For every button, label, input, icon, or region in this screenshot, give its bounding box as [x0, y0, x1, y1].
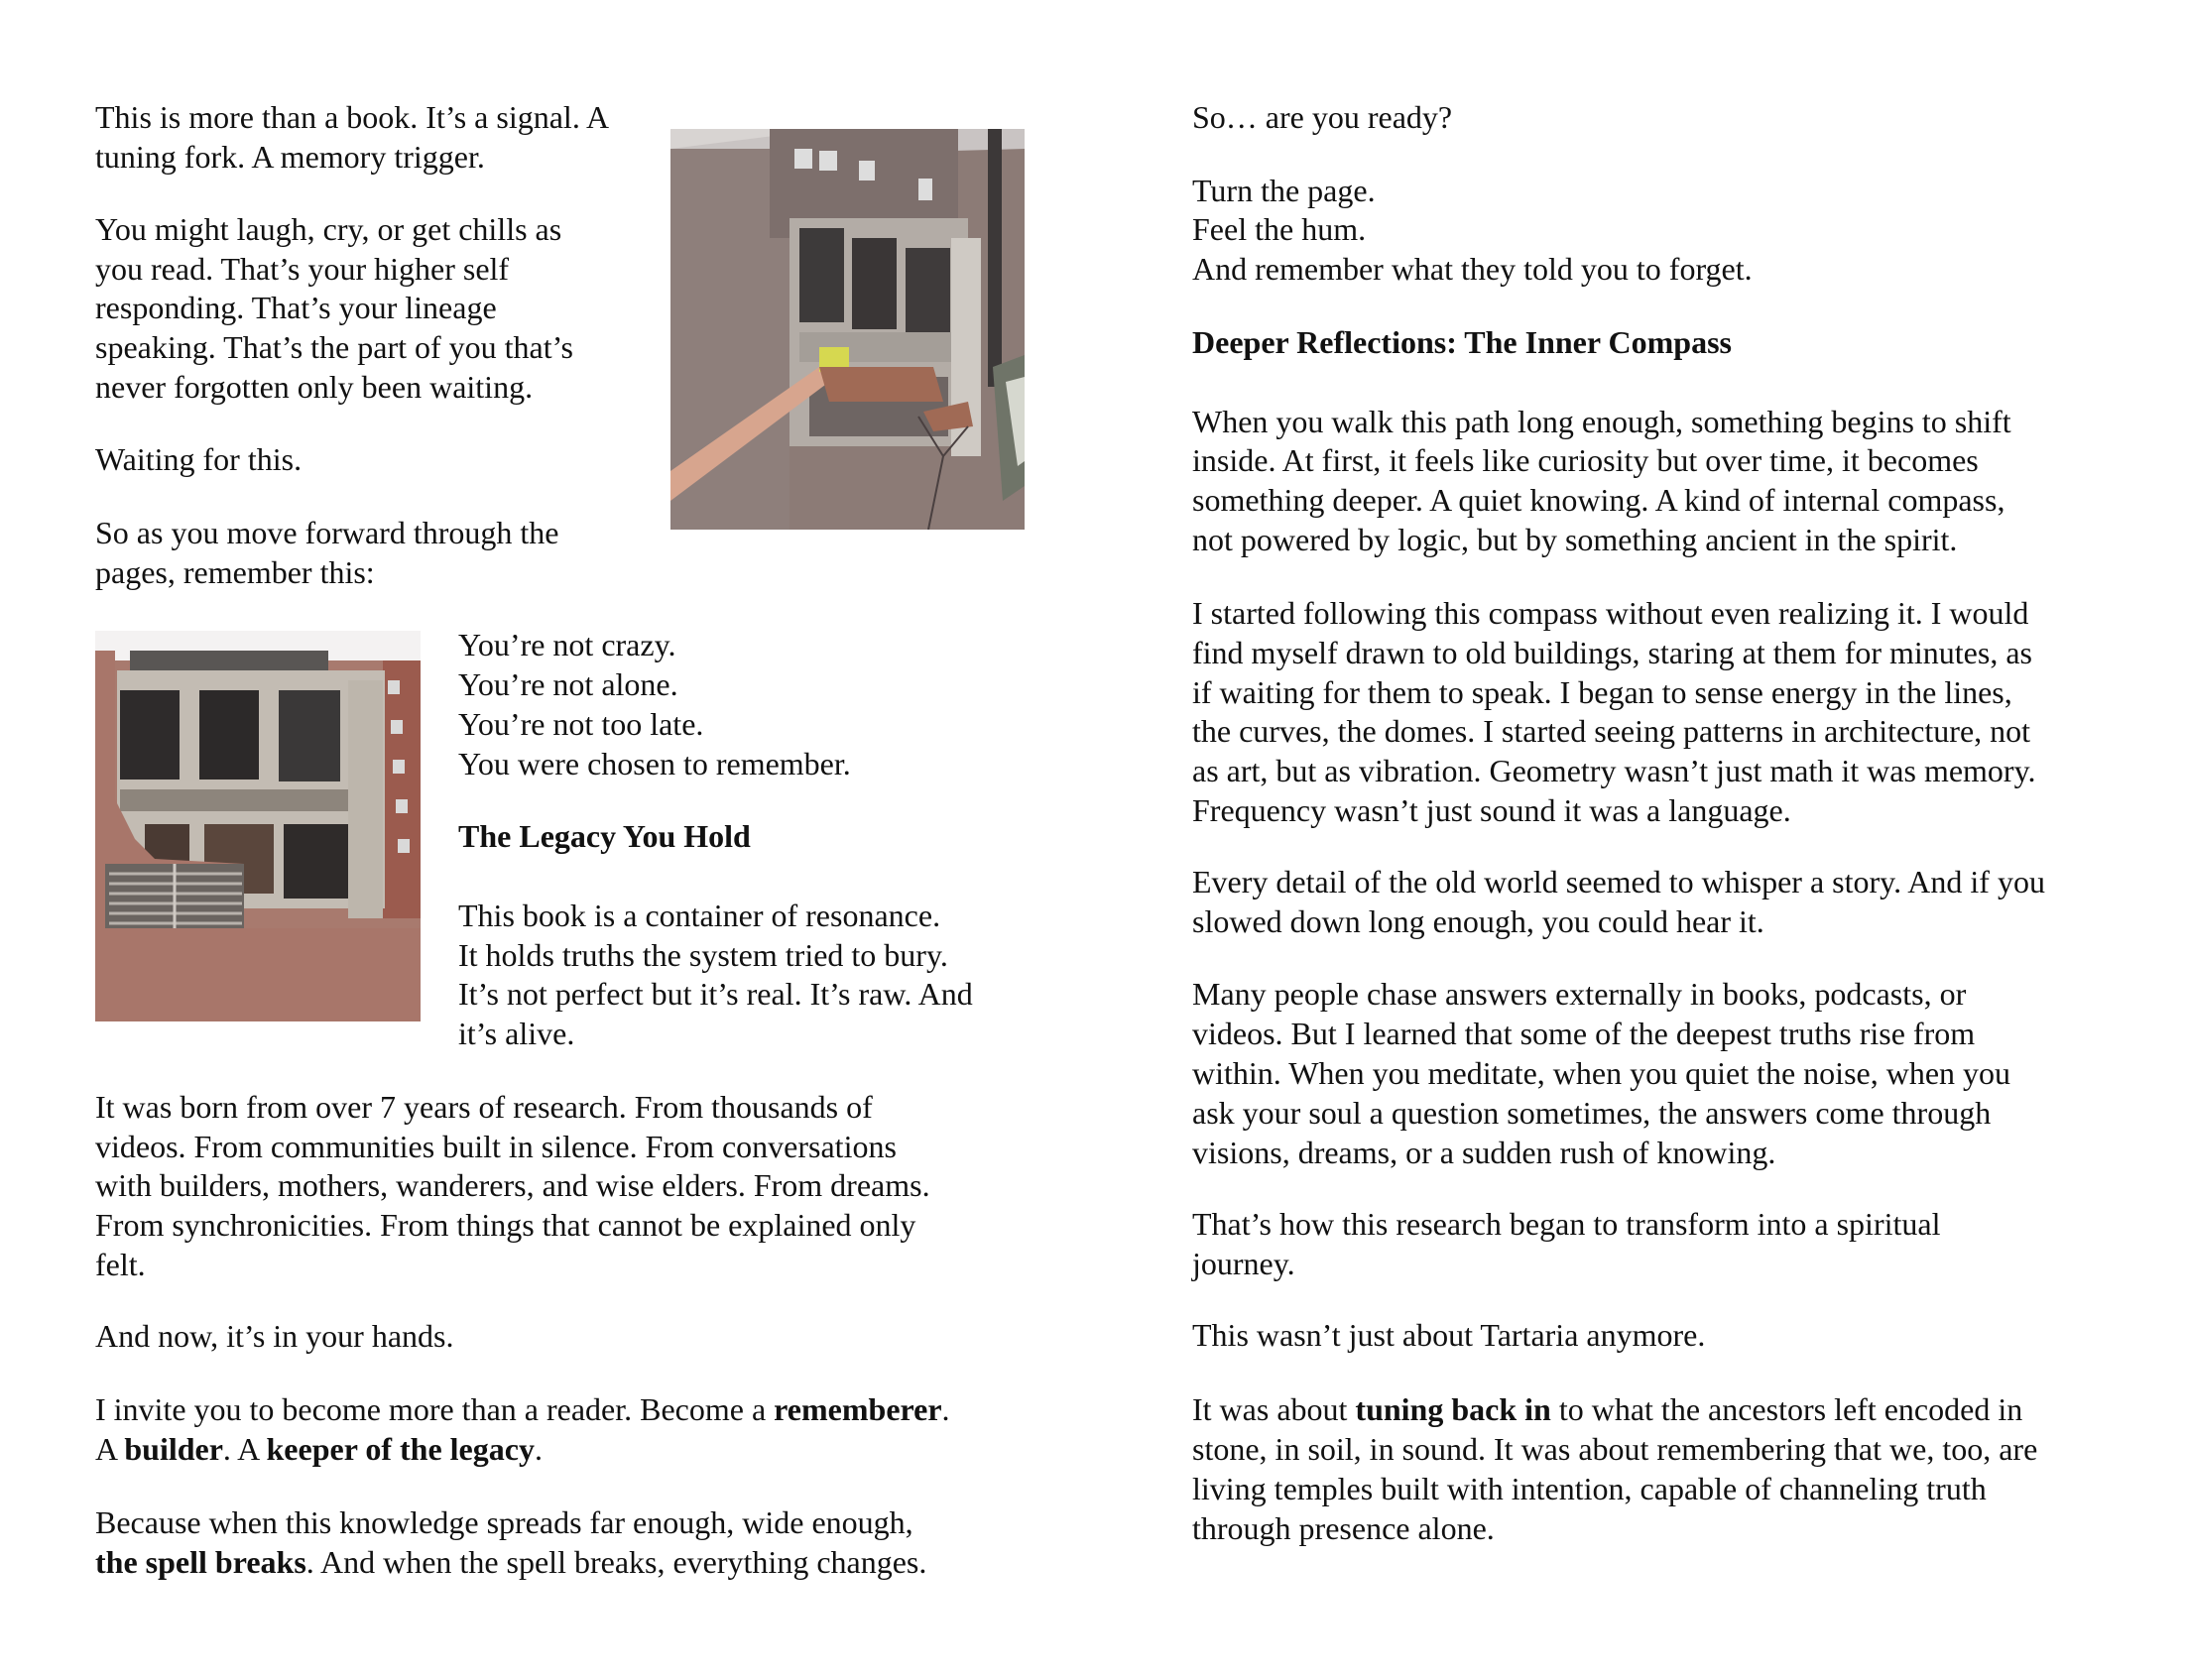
body-text: This is more than a book. It’s a signal. A — [95, 99, 610, 135]
emphasis-tuning-back-in: tuning back in — [1355, 1391, 1551, 1427]
body-text: Waiting for this. — [95, 441, 303, 477]
body-text: with builders, mothers, wanderers, and wise elders. From dreams. — [95, 1167, 930, 1203]
final-line-1 — [1192, 1389, 2022, 1429]
body-text: Frequency wasn’t just sound it was a language. — [1192, 792, 1791, 828]
body-text: the curves, the domes. I started seeing patterns in architecture, not — [1192, 713, 2031, 749]
final-line-4: through presence alone. — [1192, 1510, 1495, 1546]
body-text: ask your soul a question sometimes, the answers come through — [1192, 1095, 1992, 1131]
body-text: something deeper. A quiet knowing. A kind of internal compass, — [1192, 482, 2005, 518]
emphasis-spell-breaks: the spell breaks — [95, 1544, 306, 1580]
text-span: . — [534, 1431, 543, 1467]
body-text: as art, but as vibration. Geometry wasn’t just math it was memory. — [1192, 753, 2036, 788]
emphasis-keeper: keeper of the legacy — [266, 1431, 535, 1467]
text-span: to what the ancestors left encoded in — [1550, 1391, 2023, 1427]
body-text: felt. — [95, 1247, 146, 1282]
body-text: You might laugh, cry, or get chills as — [95, 211, 562, 247]
text-span: I invite you to become more than a reader. Become a — [95, 1391, 775, 1427]
text-span: It was about — [1192, 1391, 1356, 1427]
body-text: visions, dreams, or a sudden rush of knowing. — [1192, 1135, 1776, 1170]
text-span: . — [941, 1391, 950, 1427]
body-text: Every detail of the old world seemed to whisper a story. And if you — [1192, 864, 2045, 900]
body-text: if waiting for them to speak. I began to sense energy in the lines, — [1192, 674, 2012, 710]
affirmation-line: You’re not crazy. — [458, 627, 676, 662]
text-span: . And when the spell breaks, everything changes. — [305, 1544, 927, 1580]
body-text: pages, remember this: — [95, 554, 375, 590]
body-text: So as you move forward through the — [95, 515, 559, 550]
intro-line: Turn the page. — [1192, 173, 1376, 208]
invite-line-1 — [95, 1389, 950, 1429]
body-text: I started following this compass without even realizing it. I would — [1192, 595, 2029, 631]
body-text: This book is a container of resonance. — [458, 898, 941, 933]
affirmation-line: You were chosen to remember. — [458, 746, 851, 781]
body-text: From synchronicities. From things that cannot be explained only — [95, 1207, 916, 1243]
closing-line-2 — [95, 1542, 926, 1582]
section-heading-legacy: The Legacy You Hold — [458, 818, 751, 854]
text-span: A — [95, 1431, 125, 1467]
body-text: it’s alive. — [458, 1016, 575, 1051]
building-restoration-photo — [670, 129, 1025, 530]
body-text: That’s how this research began to transform into a spiritual — [1192, 1206, 1941, 1242]
historic-facade-image — [95, 631, 421, 1021]
body-text: tuning fork. A memory trigger. — [95, 139, 485, 175]
section-heading-inner-compass: Deeper Reflections: The Inner Compass — [1192, 324, 1732, 360]
body-text: This wasn’t just about Tartaria anymore. — [1192, 1317, 1706, 1353]
invite-line-2 — [95, 1429, 543, 1469]
body-text: It holds truths the system tried to bury. — [458, 937, 948, 973]
body-text: videos. But I learned that some of the deepest truths rise from — [1192, 1016, 1976, 1051]
body-text: responding. That’s your lineage — [95, 290, 497, 325]
historic-facade-photo — [95, 631, 421, 1021]
emphasis-builder: builder — [124, 1431, 223, 1467]
body-text: not powered by logic, but by something ancient in the spirit. — [1192, 522, 1958, 557]
body-text: speaking. That’s the part of you that’s — [95, 329, 573, 365]
body-text: And now, it’s in your hands. — [95, 1318, 454, 1354]
body-text: you read. That’s your higher self — [95, 251, 510, 287]
building-restoration-image — [670, 129, 1025, 530]
body-text: It was born from over 7 years of research. From thousands of — [95, 1089, 873, 1125]
body-text: When you walk this path long enough, something begins to shift — [1192, 404, 2011, 439]
body-text: Many people chase answers externally in books, podcasts, or — [1192, 976, 1967, 1012]
final-line-2: stone, in soil, in sound. It was about remembering that we, too, are — [1192, 1431, 2038, 1467]
body-text: within. When you meditate, when you quiet the noise, when you — [1192, 1055, 2011, 1091]
body-text: videos. From communities built in silence. From conversations — [95, 1129, 897, 1164]
body-text: never forgotten only been waiting. — [95, 369, 534, 405]
affirmation-line: You’re not too late. — [458, 706, 704, 742]
intro-line: So… are you ready? — [1192, 99, 1453, 135]
body-text: inside. At first, it feels like curiosity but over time, it becomes — [1192, 442, 1979, 478]
final-line-3: living temples built with intention, capable of channeling truth — [1192, 1471, 1987, 1506]
affirmation-line: You’re not alone. — [458, 666, 678, 702]
body-text: journey. — [1192, 1246, 1295, 1281]
intro-line: Feel the hum. — [1192, 211, 1367, 247]
body-text: It’s not perfect but it’s real. It’s raw. And — [458, 976, 973, 1012]
emphasis-rememberer: rememberer — [774, 1391, 942, 1427]
body-text: slowed down long enough, you could hear it. — [1192, 903, 1764, 939]
body-text: find myself drawn to old buildings, staring at them for minutes, as — [1192, 635, 2032, 670]
text-span: . A — [222, 1431, 267, 1467]
closing-line-1: Because when this knowledge spreads far enough, wide enough, — [95, 1504, 913, 1540]
intro-line: And remember what they told you to forget. — [1192, 251, 1753, 287]
